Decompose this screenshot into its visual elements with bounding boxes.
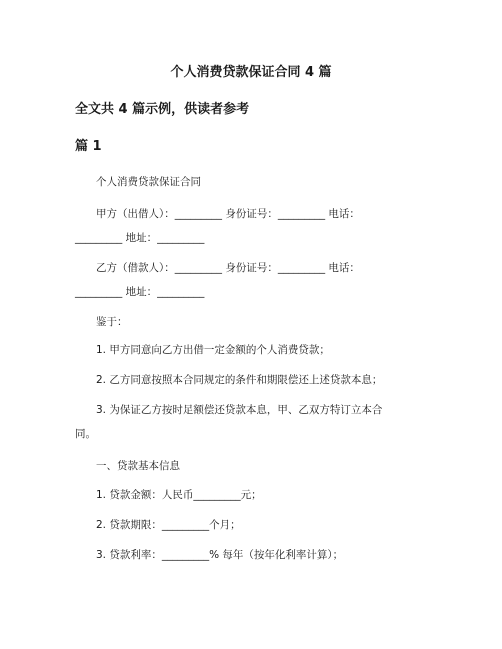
document-subtitle: 全文共 4 篇示例，供读者参考 — [75, 102, 250, 117]
clause-2: 2. 乙方同意按照本合同规定的条件和期限偿还上述贷款本息； — [96, 374, 383, 386]
document-title: 个人消费贷款保证合同 4 篇 — [170, 65, 332, 80]
section-heading: 篇 1 — [75, 139, 102, 154]
clause-1: 1. 甲方同意向乙方出借一定金额的个人消费贷款； — [96, 344, 330, 356]
clause-3-line2: 同。 — [75, 428, 96, 440]
clause-3-paragraph — [75, 398, 435, 446]
party-b-paragraph — [75, 256, 435, 304]
section-one-title: 一、贷款基本信息 — [96, 460, 180, 472]
whereas-label: 鉴于： — [96, 316, 128, 328]
party-a-line1: 甲方（出借人）：_________ 身份证号：_________ 电话： — [96, 208, 360, 220]
party-a-line2: _________ 地址：_________ — [75, 232, 205, 244]
contract-name: 个人消费贷款保证合同 — [96, 176, 201, 188]
party-b-line1: 乙方（借款人）：_________ 身份证号：_________ 电话： — [96, 262, 360, 274]
loan-term: 2. 贷款期限：_________个月； — [96, 519, 241, 531]
loan-amount: 1. 贷款金额：人民币_________元； — [96, 489, 262, 501]
party-a-paragraph — [75, 202, 435, 250]
loan-rate: 3. 贷款利率：_________% 每年（按年化利率计算）； — [96, 549, 344, 561]
party-b-line2: _________ 地址：_________ — [75, 286, 205, 298]
clause-3-line1: 3. 为保证乙方按时足额偿还贷款本息，甲、乙双方特订立本合 — [96, 404, 383, 416]
